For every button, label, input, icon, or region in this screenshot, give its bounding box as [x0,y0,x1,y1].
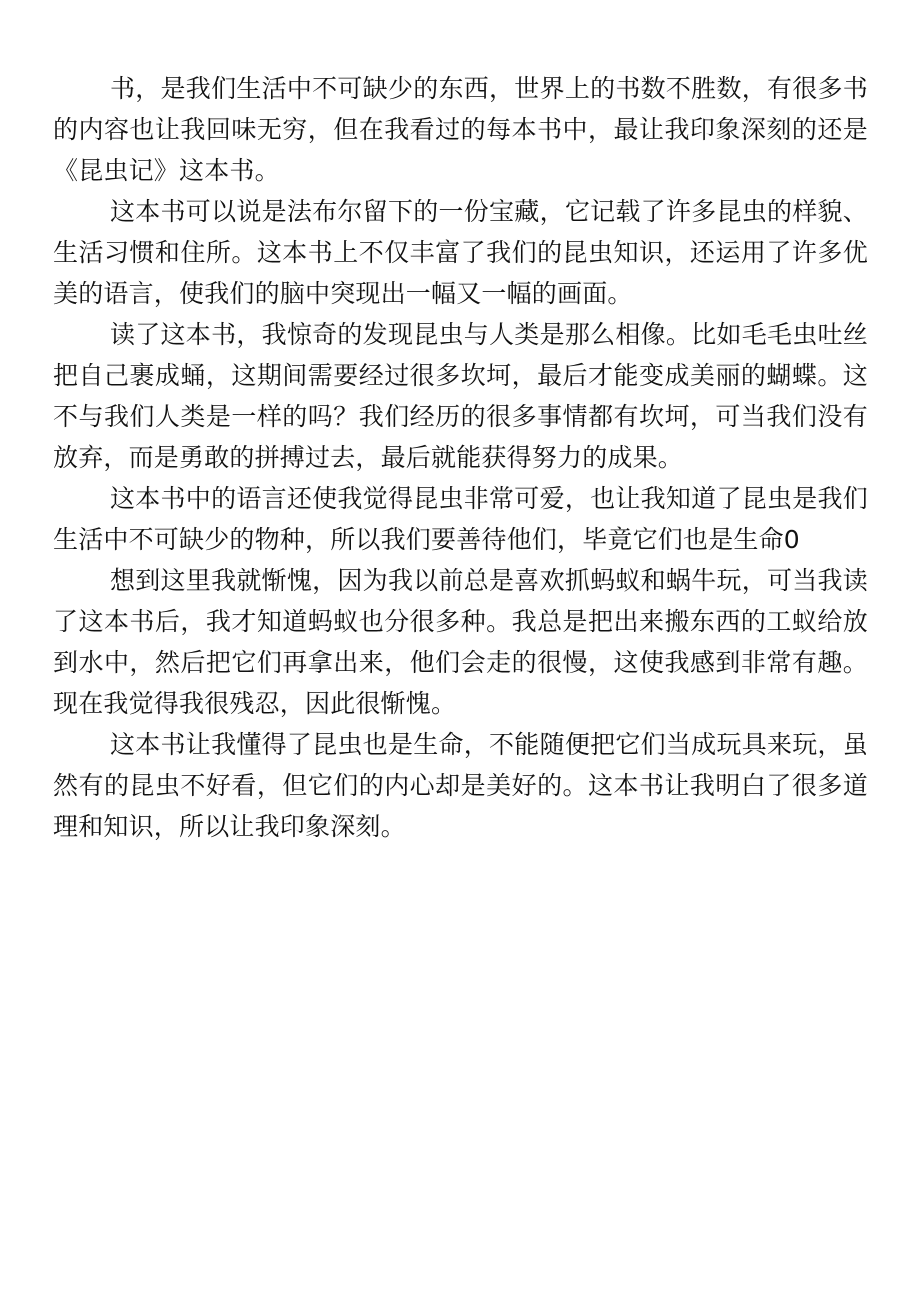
paragraph-3: 读了这本书，我惊奇的发现昆虫与人类是那么相像。比如毛毛虫吐丝把自己裹成蛹，这期间需要经过很多坎坷，最后才能变成美丽的蝴蝶。这不与我们人类是一样的吗？我们经历的很多事情都有坎坷，可当我们没有放弃，而是勇敢的拼搏过去，最后就能获得努力的成果。 [53,320,868,472]
paragraph-1: 书，是我们生活中不可缺少的东西，世界上的书数不胜数，有很多书的内容也让我回味无穷，但在我看过的每本书中，最让我印象深刻的还是《昆虫记》这本书。 [53,74,868,185]
paragraph-6: 这本书让我懂得了昆虫也是生命，不能随便把它们当成玩具来玩，虽然有的昆虫不好看，但它们的内心却是美好的。这本书让我明白了很多道理和知识，所以让我印象深刻。 [53,730,868,841]
paragraph-2: 这本书可以说是法布尔留下的一份宝藏，它记载了许多昆虫的样貌、生活习惯和住所。这本书上不仅丰富了我们的昆虫知识，还运用了许多优美的语言，使我们的脑中突现出一幅又一幅的画面。 [53,197,868,308]
paragraph-5: 想到这里我就惭愧，因为我以前总是喜欢抓蚂蚁和蜗牛玩，可当我读了这本书后，我才知道蚂蚁也分很多种。我总是把出来搬东西的工蚁给放到水中，然后把它们再拿出来，他们会走的很慢，这使我感到非常有趣。现在我觉得我很残忍，因此很惭愧。 [53,566,868,718]
essay-body [53,68,868,847]
paragraph-4: 这本书中的语言还使我觉得昆虫非常可爱，也让我知道了昆虫是我们生活中不可缺少的物种，所以我们要善待他们，毕竟它们也是生命0 [53,484,868,554]
